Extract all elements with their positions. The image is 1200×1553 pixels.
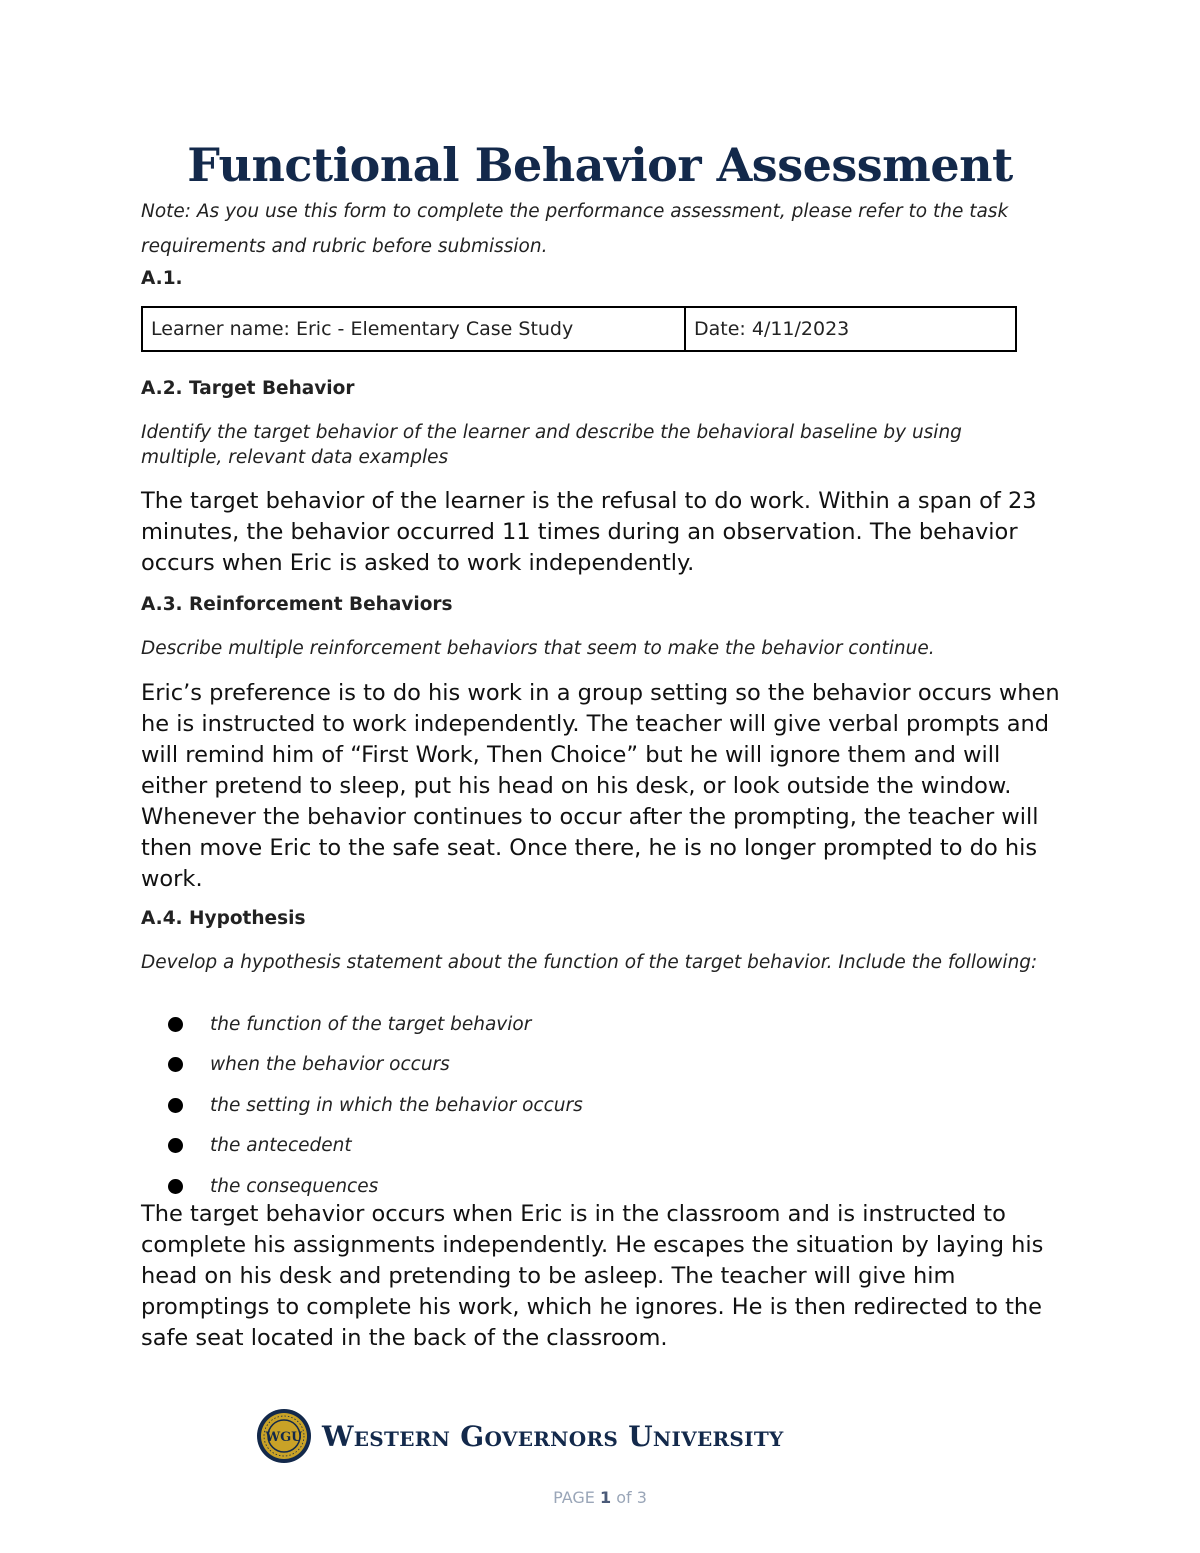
list-item [168, 1085, 583, 1126]
list-item-text: the function of the target behavior [210, 1013, 532, 1035]
list-item-text: the consequences [210, 1175, 379, 1197]
page-of: of [616, 1488, 632, 1507]
bullet-icon [168, 1098, 183, 1113]
page-title: Functional Behavior Assessment [187, 138, 1013, 192]
page-current: 1 [599, 1488, 612, 1507]
bullet-icon [168, 1057, 183, 1072]
list-item-text: the setting in which the behavior occurs [210, 1094, 583, 1116]
list-item-text: the antecedent [210, 1135, 352, 1157]
section-a2-prompt: Identify the target behavior of the learner and describe the behavioral baseline by using multiple, relevant data examples [141, 422, 962, 468]
page-number [0, 1488, 1200, 1507]
list-item [168, 1004, 583, 1045]
section-a4-answer: The target behavior occurs when Eric is in the classroom and is instructed to complete his assignments independently. He escapes the situation by laying his head on his desk and pretending to be asleep. The teacher will give him promptings to complete his work, which he ignores. He is then redirected to the safe seat located in the back of the classroom. [141, 1201, 1044, 1351]
wgu-logo [256, 1406, 916, 1466]
list-item [168, 1045, 583, 1086]
learner-name-cell: Learner name: Eric - Elementary Case Study [143, 308, 686, 350]
page-total: 3 [636, 1488, 647, 1507]
section-a2-answer: The target behavior of the learner is the refusal to do work. Within a span of 23 minutes, the behavior occurred 11 times during an observation. The behavior occurs when Eric is asked to work independently. [141, 488, 1037, 576]
bullet-icon [168, 1138, 183, 1153]
list-item-text: when the behavior occurs [210, 1054, 450, 1076]
section-a3-heading: A.3. Reinforcement Behaviors [141, 594, 453, 615]
list-item [168, 1126, 583, 1167]
section-a4-prompt: Develop a hypothesis statement about the function of the target behavior. Include the following: [141, 952, 1038, 973]
date-cell: Date: 4/11/2023 [694, 318, 850, 340]
university-seal-icon [256, 1408, 312, 1464]
bullet-icon [168, 1017, 183, 1032]
section-a3-answer: Eric’s preference is to do his work in a group setting so the behavior occurs when he is instructed to work independently. The teacher will give verbal prompts and will remind him of “First Work, Then Choice” but he will ignore them and will either pretend to sleep, put his head on his desk, or look outside the window. Whenever the behavior continues to occur after the prompting, the teacher will then move Eric to the safe seat. Once there, he is no longer prompted to do his work. [141, 680, 1060, 892]
learner-info-table [141, 306, 1017, 352]
section-a1-heading: A.1. [141, 268, 183, 289]
hypothesis-checklist [168, 1004, 583, 1207]
bullet-icon [168, 1179, 183, 1194]
page-label: PAGE [553, 1488, 595, 1507]
instruction-note: Note: As you use this form to complete the performance assessment, please refer to the task requirements and rubric before submission. [141, 201, 1009, 257]
section-a4-heading: A.4. Hypothesis [141, 908, 306, 929]
seal-text: WGU [265, 1430, 303, 1445]
university-wordmark: Western Governors University [322, 1419, 784, 1453]
section-a3-prompt: Describe multiple reinforcement behaviors that seem to make the behavior continue. [141, 638, 935, 659]
section-a2-heading: A.2. Target Behavior [141, 378, 355, 399]
